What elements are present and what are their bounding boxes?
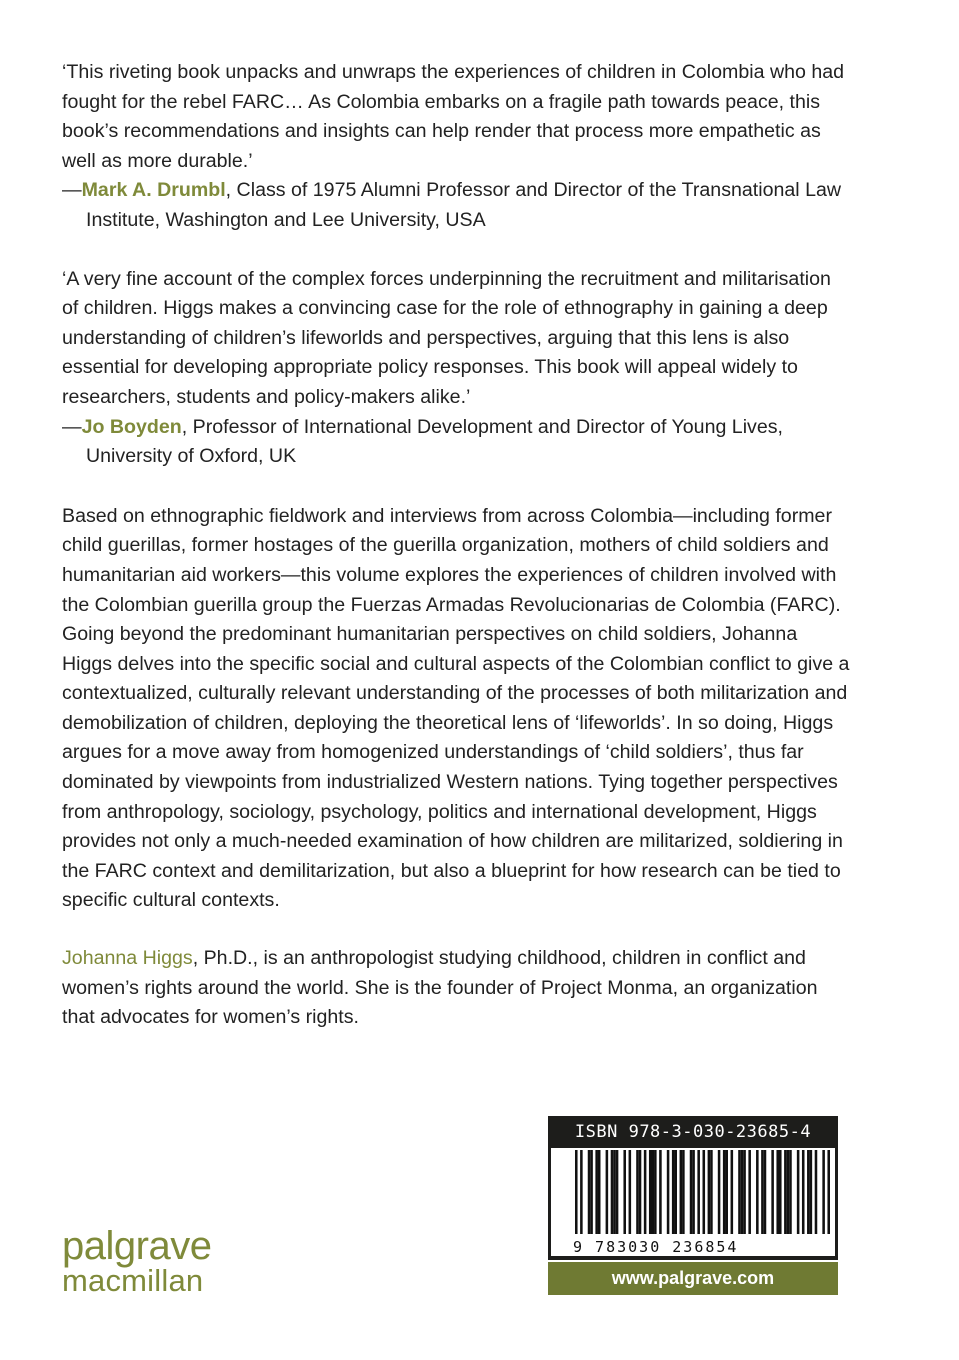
barcode-bar	[807, 1150, 810, 1234]
endorser-affiliation: , Class of 1975 Alumni Professor and Director of the Transnational Law Institute, Washington and Lee University, USA	[86, 179, 842, 231]
barcode-bar	[690, 1150, 693, 1234]
endorsement-attribution	[62, 176, 852, 235]
barcode-bar	[682, 1150, 685, 1234]
barcode-bar	[822, 1150, 825, 1234]
isbn-label: ISBN 978-3-030-23685-4	[574, 1122, 812, 1142]
barcode-bar	[613, 1150, 616, 1234]
endorsement-2	[62, 265, 852, 472]
barcode-bar	[659, 1150, 662, 1234]
barcode-area	[551, 1148, 835, 1256]
barcode-bars	[551, 1148, 835, 1256]
barcode-digits: 9 783030 236854	[573, 1238, 739, 1256]
barcode-bar	[787, 1150, 790, 1234]
barcode-bar	[580, 1150, 583, 1234]
barcode-bar	[606, 1150, 609, 1234]
barcode-bar	[789, 1150, 792, 1234]
endorsement-1	[62, 58, 852, 236]
barcode-bar	[725, 1150, 728, 1234]
barcode-bar	[588, 1150, 591, 1234]
barcode-bar	[652, 1150, 655, 1234]
logo-line-2: macmillan	[62, 1263, 204, 1298]
barcode-bar	[815, 1150, 818, 1234]
endorser-name: Mark A. Drumbl	[81, 179, 226, 202]
barcode-bar	[697, 1150, 700, 1234]
barcode-bar	[810, 1150, 813, 1234]
barcode-bar	[672, 1150, 675, 1234]
barcode-bar	[623, 1150, 626, 1234]
barcode-bar	[598, 1150, 601, 1234]
endorsement-quote: ‘A very fine account of the complex forces underpinning the recruitment and militarisation of children. Higgs makes a convincing case for the role of ethnography in gaining a deep understanding of children’s lifeworlds and perspectives, arguing that this lens is also essential for developing appropriate policy responses. This book will appeal widely to researchers, students and policy-makers alike.’	[62, 267, 831, 408]
barcode-bar	[674, 1150, 677, 1234]
barcode-bar	[779, 1150, 782, 1234]
barcode-bar	[827, 1150, 830, 1234]
palgrave-macmillan-logo	[62, 1224, 212, 1298]
book-description: Based on ethnographic fieldwork and interviews from across Colombia—including former child guerillas, former hostages of the guerilla organization, mothers of child soldiers and humanitarian aid workers—this volume explores the experiences of children involved with the Colombian guerilla group the Fuerzas Armadas Revolucionarias de Colombia (FARC). Going beyond the predominant humanitarian perspectives on child soldiers, Johanna Higgs delves into the specific social and cultural aspects of the Colombian conflict to give a contextualized, culturally relevant understanding of the processes of both militarization and demobilization of children, deploying the theoretical lens of ‘lifeworlds’. In so doing, Higgs argues for a move away from homogenized understandings of ‘child soldiers’, thus far dominated by viewpoints from industrialized Western nations. Tying together perspectives from anthropology, sociology, psychology, politics and international development, Higgs provides not only a much-needed examination of how children are militarized, soldiering in the FARC context and demilitarization, but also a blueprint for how research can be tied to specific cultural contexts.	[62, 504, 850, 912]
barcode-bar	[639, 1150, 642, 1234]
logo-line-1: palgrave	[62, 1224, 212, 1268]
endorser-name: Jo Boyden	[81, 415, 182, 438]
barcode-bar	[710, 1150, 713, 1234]
barcode-bar	[738, 1150, 741, 1234]
publisher-website: www.palgrave.com	[548, 1262, 838, 1295]
barcode-bar	[756, 1150, 759, 1234]
barcode-bar	[590, 1150, 593, 1234]
endorsement-quote: ‘This riveting book unpacks and unwraps the experiences of children in Colombia who had fought for the rebel FARC… As Colombia embarks on a fragile path towards peace, this book’s recommendations and insights can help render that process more empathetic as well as more durable.’	[62, 61, 845, 172]
barcode-bar	[802, 1150, 805, 1234]
barcode-bar	[741, 1150, 744, 1234]
isbn-barcode	[548, 1116, 838, 1260]
barcode-bar	[776, 1150, 779, 1234]
author-name: Johanna Higgs	[62, 947, 193, 970]
barcode-bar	[611, 1150, 614, 1234]
barcode-bar	[703, 1150, 706, 1234]
endorser-affiliation: , Professor of International Development and Director of Young Lives, University of Oxford, UK	[86, 415, 783, 468]
author-bio	[62, 944, 852, 1033]
barcode-bar	[718, 1150, 721, 1234]
barcode-bar	[743, 1150, 746, 1234]
endorsement-attribution	[62, 413, 852, 472]
barcode-bar	[654, 1150, 657, 1234]
barcode-bar	[723, 1150, 726, 1234]
barcode-bar	[636, 1150, 639, 1234]
barcode-bar	[771, 1150, 774, 1234]
dash: —	[62, 415, 82, 438]
barcode-bar	[708, 1150, 711, 1234]
barcode-bar	[575, 1150, 578, 1234]
barcode-bar	[644, 1150, 647, 1234]
barcode-bar	[731, 1150, 734, 1234]
barcode-bar	[667, 1150, 670, 1234]
barcode-bar	[761, 1150, 764, 1234]
barcode-bar	[748, 1150, 751, 1234]
barcode-bar	[764, 1150, 767, 1234]
dash: —	[62, 179, 82, 202]
barcode-bar	[692, 1150, 695, 1234]
barcode-bar	[680, 1150, 683, 1234]
barcode-bar	[616, 1150, 619, 1234]
author-bio-text: , Ph.D., is an anthropologist studying childhood, children in conflict and women’s rights around the world. She is the founder of Project Monma, an organization that advocates for women’s rights.	[62, 947, 818, 1029]
barcode-bar	[649, 1150, 652, 1234]
back-cover-text	[62, 58, 852, 1033]
barcode-bar	[797, 1150, 800, 1234]
barcode-bar	[595, 1150, 598, 1234]
barcode-bar	[629, 1150, 632, 1234]
barcode-bar	[784, 1150, 787, 1234]
